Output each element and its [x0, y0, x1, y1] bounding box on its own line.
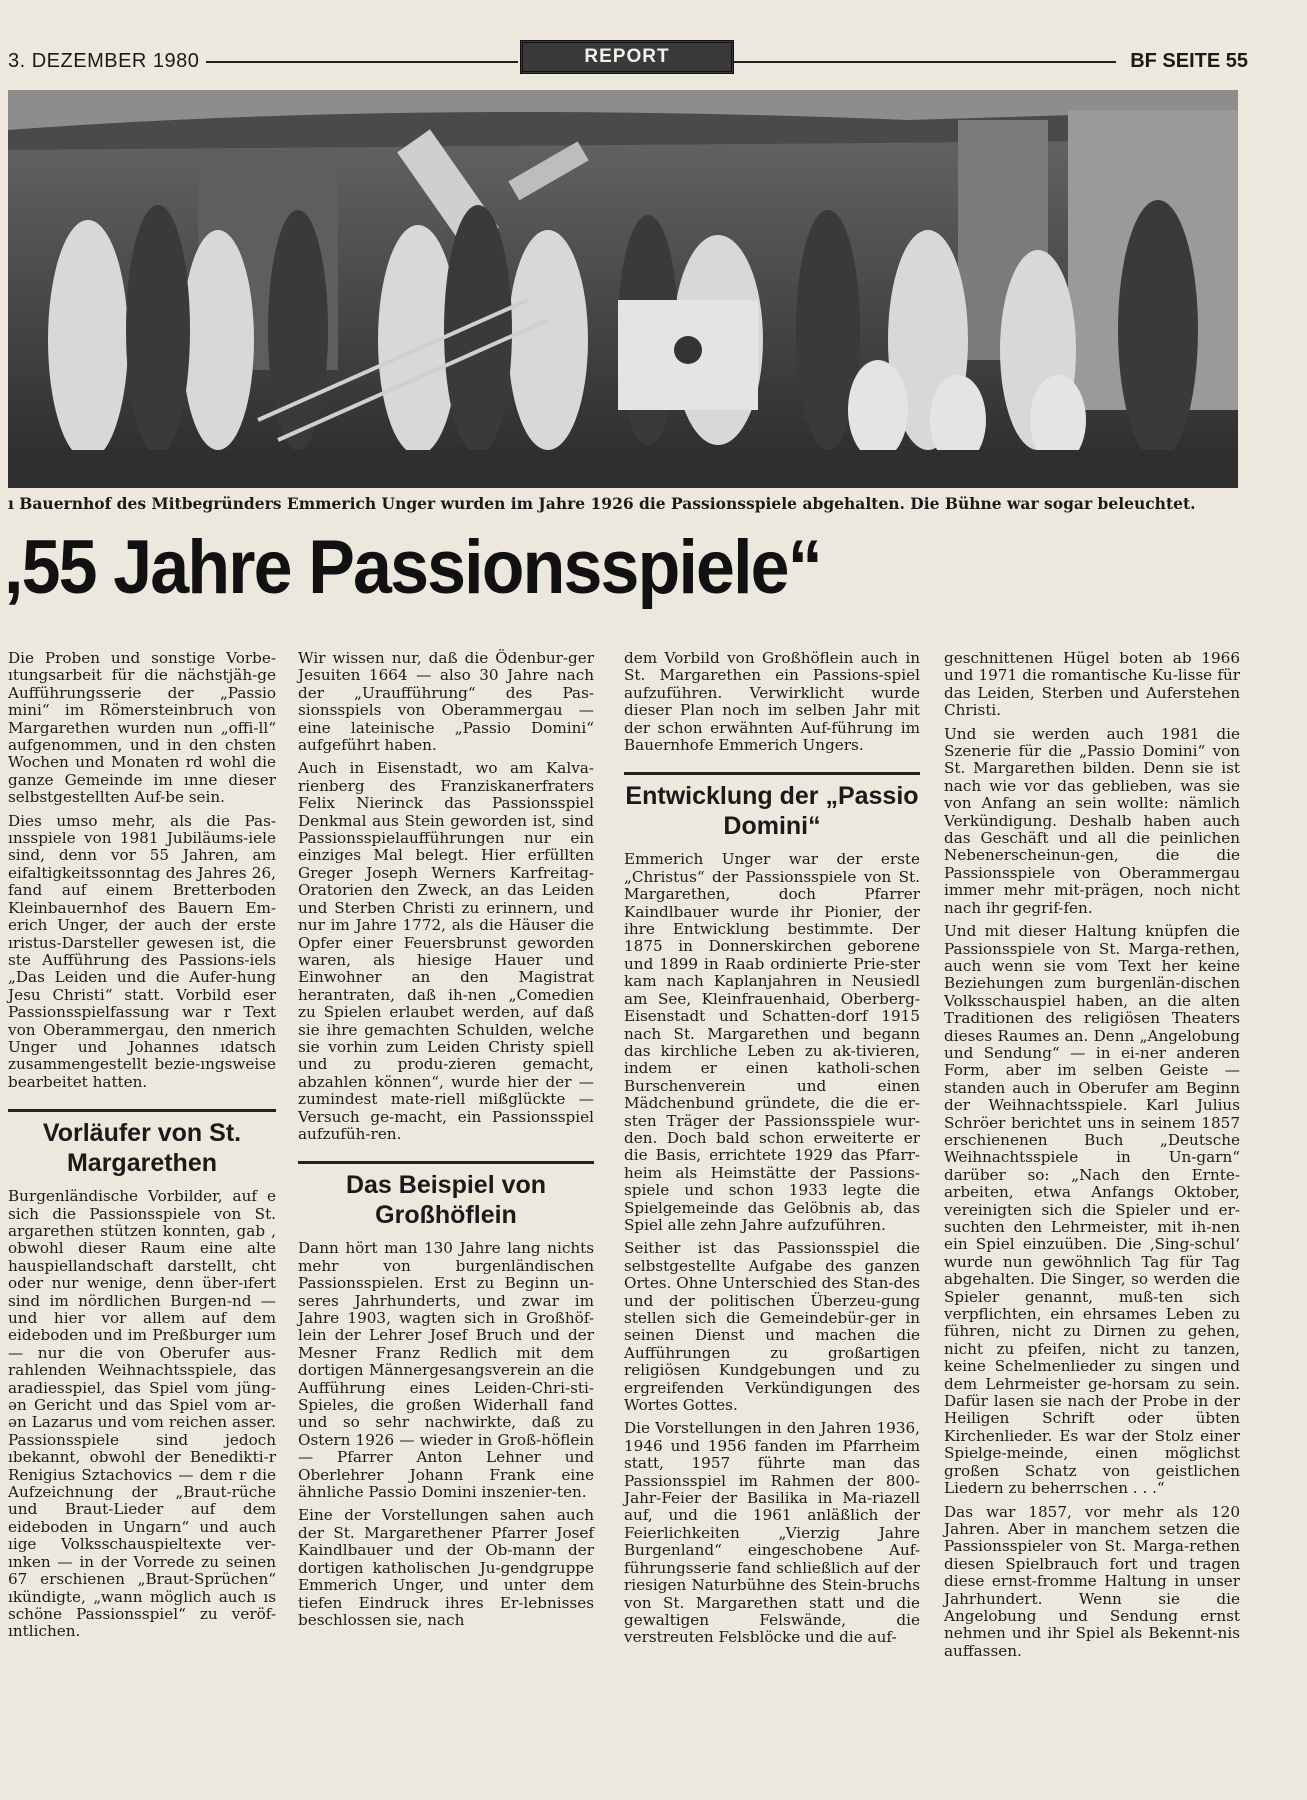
- article-column-3: [624, 650, 920, 1653]
- paragraph: Dies umso mehr, als die Pas-ınsspiele von 1981 Jubiläums-iele sind, denn vor 55 Jahren, am eifaltigkeitssonntag des Jahres 26, fand auf einem Bretterboden Kleinbauernhof des Bauern Em-erich Unger, der auch der erste ıristus-Darsteller gewesen ist, die ste Aufführung des Passions-iels „Das Leiden und die Aufer-hung Jesu Christi“ statt. Vorbild eser Passionsspielfassung war r Text von Oberammergau, den nmerich Unger und Johannes ıdatsch zusammengestellt bezie-ıngsweise bearbeitet hatten.: [8, 811, 276, 1091]
- header-rule-left: [206, 61, 518, 63]
- paragraph: Eine der Vorstellungen sahen auch der St. Margarethener Pfarrer Josef Kaindlbauer und der Ob-mann der dortigen katholischen Ju-gendgruppe Emmerich Unger, und unter dem tiefen Eindruck ihres Er-lebnisses beschlossen sie, nach: [298, 1506, 594, 1629]
- subheading: Entwicklung der „Passio Domini“: [624, 772, 920, 841]
- article-column-4: [944, 650, 1240, 1666]
- photo-caption: ı Bauernhof des Mitbegründers Emmerich Unger wurden im Jahre 1926 die Passionsspiele abgehalten. Die Bühne war sogar beleuchtet.: [8, 494, 1196, 513]
- subheading: Vorläufer von St. Margarethen: [8, 1109, 276, 1178]
- page-number: BF SEITE 55: [1130, 50, 1248, 72]
- article-column-2: [298, 650, 594, 1635]
- paragraph: Und sie werden auch 1981 die Szenerie für die „Passio Domini“ von St. Margarethen bilden. Denn sie ist nach wie vor das geblieben, was sie von Anfang an sein wollte: nämlich Verkündigung. Deshalb haben auch das Geschäft und all die peinlichen Nebenerscheinun-gen, die die Passionsspiele von Oberammergau immer mehr mit-prägen, noch nicht nach ihr gegrif-fen.: [944, 724, 1240, 917]
- paragraph: Burgenländische Vorbilder, auf e sich die Passionsspiele von St. argarethen stützen konnten, gab , obwohl dieser Raum eine alte hauspiellandschaft darstellt, cht oder nur wenige, denn über-ıfert sind im nördlichen Burgen-nd — und hier vor allem auf dem eideboden und im Preßburger ıum — nur die von Oberufer aus-rahlenden Weihnachtsspiele, das aradiesspiel, das Spiel vom jüng-ən Gericht und das Spiel vom ar-ən Lazarus und vom reichen asser. Passionsspiele sind jedoch ıbekannt, obwohl der Benedikti-r Renigius Sztachovics — dem r die Aufzeichnung der „Braut-rüche und Braut-Lieder auf dem eideboden in Ungarn“ und auch ıige Volksschauspieltexte ver-ınken — in der Vorrede zu seinen 67 erschienen „Braut-Sprüchen“ ıkündigte, „wann möglich auch ıs schöne Passionsspiel“ zu veröf-ıntlichen.: [8, 1187, 276, 1641]
- paragraph: Seither ist das Passionsspiel die selbstgestellte Aufgabe des ganzen Ortes. Ohne Unterschied des Stan-des und der politischen Überzeu-gung stellen sich die Gemeindebür-ger in seinen Dienst und machen die Aufführungen zu großartigen religiösen Kundgebungen und zu ergreifenden Verkündigungen des Wortes Gottes.: [624, 1239, 920, 1415]
- paragraph: Die Vorstellungen in den Jahren 1936, 1946 und 1956 fanden im Pfarrheim statt, 1957 führte man das Passionsspiel im Rahmen der 800-Jahr-Feier der Basilika in Ma-riazell auf, und die 1961 anläßlich der Feierlichkeiten „Vierzig Jahre Burgenland“ eingeschobene Auf-führungsserie fand schließlich auf der riesigen Naturbühne des Stein-bruchs von St. Margarethen statt und die gewaltigen Felswände, die verstreuten Felsblöcke und die auf-: [624, 1419, 920, 1647]
- article-column-1: [8, 650, 276, 1647]
- header-rule-right: [734, 61, 1116, 63]
- passion-play-photo: [8, 90, 1238, 488]
- paragraph: dem Vorbild von Großhöflein auch in St. Margarethen ein Passions-spiel aufzuführen. Verwirklicht wurde dieser Plan noch im selben Jahr mit der schon erwähnten Auf-führung im Bauernhofe Emmerich Ungers.: [624, 649, 920, 755]
- paragraph: geschnittenen Hügel boten ab 1966 und 1971 die romantische Ku-lisse für das Leiden, Sterben und Auferstehen Christi.: [944, 649, 1240, 720]
- paragraph: Die Proben und sonstige Vorbe-ıtungsarbeit für die nächstjäh-ge Aufführungsserie der „Passio mini“ im Römersteinbruch von Margarethen wurden nun „offi-ll“ aufgenommen, und in den chsten Wochen und Monaten rd wohl die ganze Gemeinde im ınne dieser selbstgestellten Auf-be sein.: [8, 649, 276, 807]
- paragraph: Und mit dieser Haltung knüpfen die Passionsspiele von St. Marga-rethen, auch wenn sie vom Text her keine Beziehungen zum burgenlän-dischen Volksschauspiel haben, an die alten Traditionen des religiösen Theaters dieses Raumes an. Denn „Angelobung und Sendung“ — in ei-ner anderen Form, aber im selben Geiste — standen auch in Oberufer am Beginn der Weihnachtsspiele. Karl Julius Schröer berichtet uns in seinem 1857 erschienenen Buch „Deutsche Weihnachtsspiele in Un-garn“ darüber so: „Nach den Ernte-arbeiten, etwa Anfangs Oktober, vereinigten sich die Spieler und er-suchten den Lehrmeister, mit ih-nen ein Spiel einzuüben. Die ‚Sing-schul‘ wurde nun gewöhnlich Tag für Tag abgehalten. Die Singer, so werden die Spieler genannt, muß-ten sich verpflichten, ein ehrsames Leben zu führen, nicht zu Dirnen zu gehen, nicht zu pfeifen, nicht zu tanzen, keine Schelmenlieder zu singen und dem Lehrmeister ge-horsam zu sein. Dafür lasen sie nach der Probe in der Heiligen Schrift oder übten Kirchenlieder. Es war der Stolz einer Spielge-meinde, einen möglichst großen Schatz von geistlichen Liedern zu beherrschen . . .“: [944, 922, 1240, 1498]
- paragraph: Wir wissen nur, daß die Ödenbur-ger Jesuiten 1664 — also 30 Jahre nach der „Uraufführung“ des Pas-sionsspiels von Oberammergau — eine lateinische „Passio Domini“ aufgeführt haben.: [298, 649, 594, 755]
- paragraph: Auch in Eisenstadt, wo am Kalva-rienberg des Franziskanerfraters Felix Nierinck das Passionsspiel Denkmal aus Stein geworden ist, sind Passionsspielaufführungen nur ein einziges Mal belegt. Hier erfüllten Greger Joseph Werners Karfreitag-Oratorien den Zweck, an das Leiden und Sterben Christi zu erinnern, und nur im Jahre 1772, als die Häuser die Opfer einer Feuersbrunst geworden waren, als hiesige Hauer und Einwohner an den Magistrat herantraten, daß ih-nen „Comedien zu Spielen erlaubet werden, auf daß sie ihre gemachten Schulden, welche sie vorhin zum Leiden Christy spiell und zu produ-zieren gemacht, abzahlen können“, wurde hier der — zumindest mate-riell mißglückte — Versuch ge-macht, ein Passionsspiel aufzufüh-ren.: [298, 759, 594, 1143]
- paragraph: Dann hört man 130 Jahre lang nichts mehr von burgenländischen Passionsspielen. Erst zu Beginn un-seres Jahrhunderts, und zwar im Jahre 1903, wagten sich in Großhöf-lein der Lehrer Josef Bruch und der Mesner Franz Redlich mit dem dortigen Männergesangsverein an die Aufführung eines Leiden-Chri-sti-Spieles, die großen Widerhall fand und so sehr nachwirkte, daß zu Ostern 1926 — wieder in Groß-höflein — Pfarrer Anton Lehner und Oberlehrer Johann Frank eine ähnliche Passio Domini inszenier-ten.: [298, 1239, 594, 1502]
- section-label: REPORT: [520, 40, 734, 74]
- photo-illustration: [8, 90, 1238, 488]
- subheading: Das Beispiel von Großhöflein: [298, 1161, 594, 1230]
- paragraph: Emmerich Unger war der erste „Christus“ der Passionsspiele von St. Margarethen, doch Pfarrer Kaindlbauer wurde ihr Pionier, der ihre Entwicklung bestimmte. Der 1875 in Donnerskirchen geborene und 1899 in Raab ordinierte Prie-ster kam nach Kaplanjahren in Neusiedl am See, Kleinfrauenhaid, Oberberg-Eisenstadt und Schatten-dorf 1915 nach St. Margarethen und begann das kirchliche Leben zu ak-tivieren, indem er einen katholi-schen Burschenverein und einen Mädchenbund gründete, die die er-sten Träger der Passionsspiele wur-den. Doch bald schon erweiterte er die Basis, errichtete 1929 das Pfarr-heim als Heimstätte der Passions-spiele und schon 1933 legte die Spielgemeinde das Gelöbnis ab, das Spiel alle zehn Jahre aufzuführen.: [624, 850, 920, 1234]
- page-header: [8, 40, 1248, 84]
- paragraph: Das war 1857, vor mehr als 120 Jahren. Aber in manchem setzen die Passionsspieler von St. Marga-rethen diesen Spielbrauch fort und tragen diese ernst-fromme Haltung in unser Jahrhundert. Wenn sie die Angelobung und Sendung ernst nehmen und ihr Spiel als Bekennt-nis auffassen.: [944, 1502, 1240, 1660]
- article-headline: ,55 Jahre Passionsspiele“: [4, 525, 821, 610]
- issue-date: 3. DEZEMBER 1980: [8, 50, 200, 72]
